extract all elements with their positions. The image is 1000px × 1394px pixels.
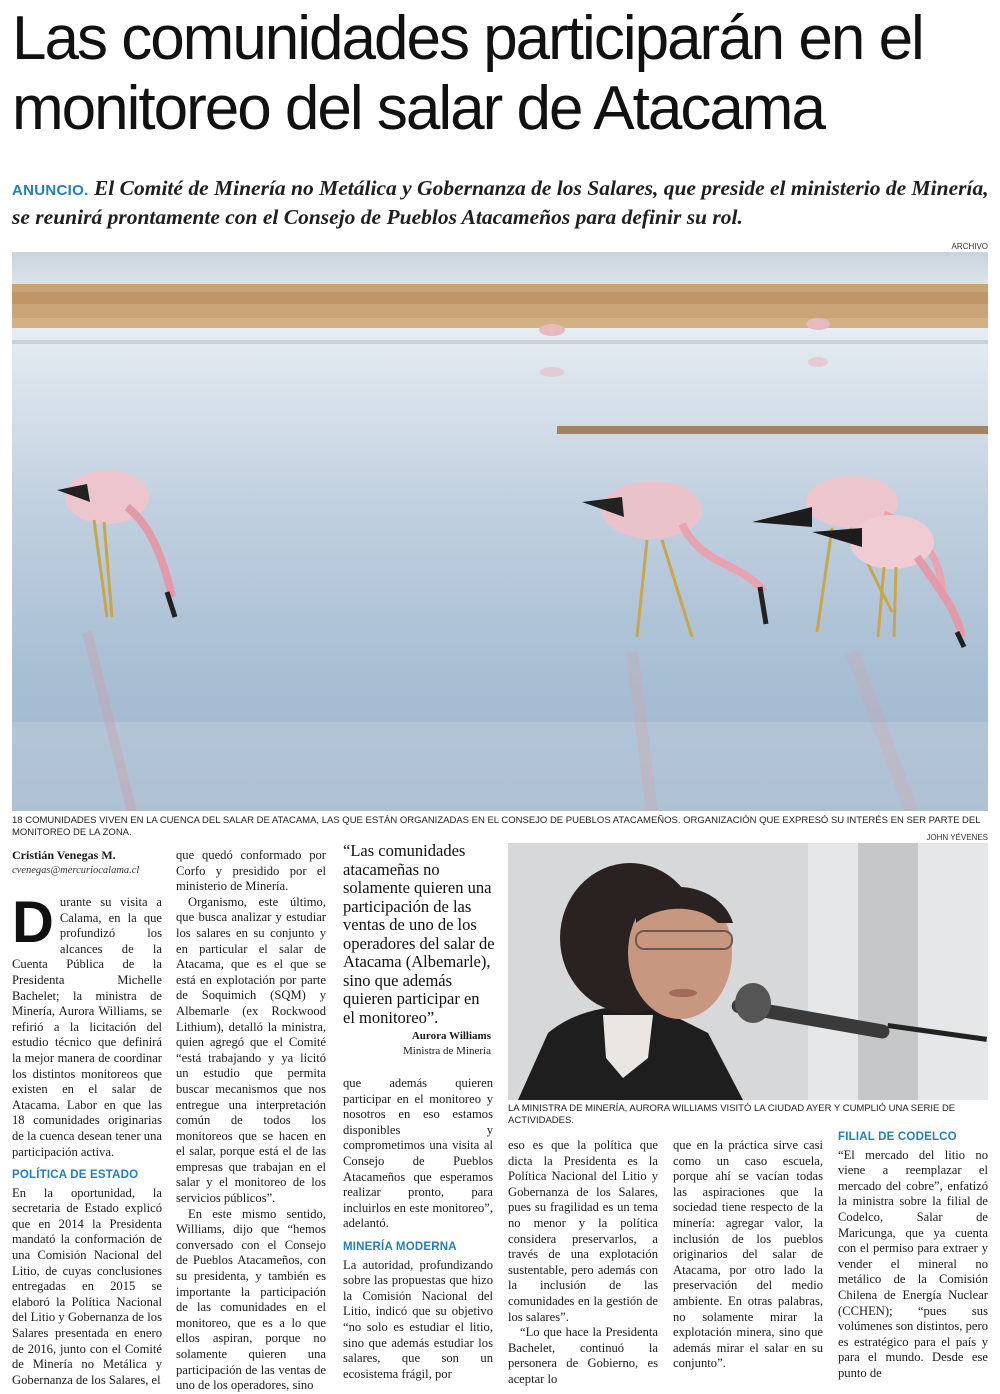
- pull-quote-author: Aurora Williams: [411, 1030, 491, 1042]
- subhead-mineria-moderna: MINERÍA MODERNA: [343, 1240, 457, 1253]
- article-column-6: [838, 1130, 988, 1382]
- pull-quote-role: Ministra de Minería: [403, 1045, 491, 1057]
- photo-minister-credit: JOHN YÉVENES: [926, 833, 988, 842]
- article-column-3: [343, 1076, 493, 1382]
- body-text: eso es que la política que dicta la Presidenta es la Política Nacional del Litio y Gobernanza de los Salares, pues su fragilidad es un tema no menor y la política considera preservarlos, a través de una explotación sustentable, pero además con la inclusión de las comunidades en la gestión de los salares”.: [508, 1138, 658, 1324]
- lead-paragraph: [12, 175, 997, 231]
- subhead-filial-de-codelco: FILIAL DE CODELCO: [838, 1131, 957, 1143]
- body-text: urante su visita a Calama, en la que profundizó los alcances de la Cuenta Pública de la Presidenta Michelle Bachelet; la ministra de Minería, Aurora Williams, se refirió a la licitación del estudio técnico que definirá la mejor manera de coordinar los distintos monitoreos que existen en el salar de Atacama. Labor en que las 18 comunidades originarias de la cuenca desean tener una participación activa.: [12, 895, 162, 1159]
- lead-kicker: ANUNCIO.: [12, 182, 89, 199]
- article-column-1: [12, 890, 162, 1388]
- byline-email: cvenegas@mercuriocalama.cl: [12, 865, 140, 876]
- body-text: que además quieren participar en el monitoreo y nosotros en eso estamos disponibles y comprometimos una visita al Consejo de Pueblos Atacameños que esperamos realizar pronto, para incluirlos en este monitoreo”, adelantó.: [343, 1076, 493, 1231]
- body-text: Organismo, este último, que busca analizar y estudiar los salares en su conjunto y en particular el salar de Atacama, que es el que se está en explotación por parte de Soquimich (SQM) y Albemarle (ex Rockwood Lithium), detalló la ministra, quien agregó que el Comité “está trabajando y ya licitó un estudio que permita buscar mecanismos que nos entregue una interpretación común de todos los monitoreos que se hacen en el salar, porque está el de las empresas que trabajan en el salar y el monitoreo de los servicios públicos”.: [176, 894, 326, 1206]
- minister-illustration: [508, 843, 988, 1100]
- flamingos-illustration: [12, 252, 988, 811]
- body-text: “El mercado del litio no viene a reemplazar el mercado del cobre”, enfatizó la ministra sobre la filial de Codelco, Salar de Maricunga, que ya cuenta con el permiso para extraer y vender el mineral no metálico de la Comisión Chilena de Energía Nuclear (CCHEN); “pues sus volúmenes son distintos, pero es estratégico para el país y para el mundo. Desde ese punto de: [838, 1147, 988, 1380]
- minister-photo: [508, 843, 988, 1100]
- photo-main-caption: 18 COMUNIDADES VIVEN EN LA CUENCA DEL SALAR DE ATACAMA, LAS QUE ESTÁN ORGANIZADAS EN EL CONSEJO DE PUEBLOS ATACAMEÑOS. ORGANIZACIÓN QUE EXPRESÓ SU INTERÉS EN SER PARTE DEL MONITOREO DE LA ZONA.: [12, 815, 981, 838]
- photo-main-credit: ARCHIVO: [951, 242, 988, 251]
- byline-name: Cristián Venegas M.: [12, 848, 116, 862]
- article-column-4: [508, 1138, 658, 1388]
- subhead-politica-de-estado: POLÍTICA DE ESTADO: [12, 1169, 139, 1182]
- body-text: En este mismo sentido, Williams, dijo que “hemos conversado con el Consejo de Pueblos Atacameños, con su presidenta, y también es importante la participación de las comunidades en el monitoreo, que es a lo que ellos aspiran, porque no solamente quieren una participación de las ventas de uno de los operadores, sino: [176, 1206, 326, 1393]
- body-text: “Lo que hace la Presidenta Bachelet, continuó la personera de Gobierno, es aceptar lo: [508, 1325, 658, 1386]
- article-column-2: [176, 848, 326, 1394]
- headline: Las comunidades participarán en el monitoreo del salar de Atacama: [12, 4, 923, 143]
- flamingos-photo: [12, 252, 988, 811]
- body-text: que quedó conformado por Corfo y presidido por el ministerio de Minería.: [176, 848, 326, 894]
- drop-cap: D: [12, 890, 54, 955]
- article-column-5: [673, 1138, 823, 1372]
- photo-minister-caption: LA MINISTRA DE MINERÍA, AURORA WILLIAMS VISITÓ LA CIUDAD AYER Y CUMPLIÓ UNA SERIE DE ACTIVIDADES.: [508, 1103, 956, 1126]
- body-text: La autoridad, profundizando sobre las propuestas que hizo la Comisión Nacional del Litio, indicó que su objetivo “no solo es estudiar el litio, sino que además estudiar los salares, que son un ecosistema frágil, por: [343, 1257, 493, 1381]
- pull-quote: “Las comunidades atacameñas no solamente quieren una participación de las ventas de uno de los operadores del salar de Atacama (Albemarle), sino que además quieren participar en el monitoreo”.: [343, 841, 495, 1027]
- lead-text: El Comité de Minería no Metálica y Gobernanza de los Salares, que preside el ministerio de Minería, se reunirá prontamente con el Consejo de Pueblos Atacameños para definir su rol.: [12, 176, 989, 229]
- body-text: En la oportunidad, la secretaria de Estado explicó que en 2014 la Presidenta mandató la conformación de una Comisión Nacional del Litio, de cuyas conclusiones entregadas en 2015 se elaboró la Política Nacional del Litio y Gobernanza de los Salares presentada en enero de 2016, junto con el Comité de Minería no Metálica y Gobernanza de los Salares, el: [12, 1185, 162, 1387]
- body-text: que en la práctica sirve casi como un caso escuela, porque ahí se vacían todas las aspiraciones que la sociedad tiene respecto de la minería: agregar valor, la inclusión de los pueblos originarios del salar de Atacama, por otro lado la preservación del medio ambiente. En otras palabras, no solamente mirar la explotación minera, sino que además mirar el salar en su conjunto”.: [673, 1138, 823, 1371]
